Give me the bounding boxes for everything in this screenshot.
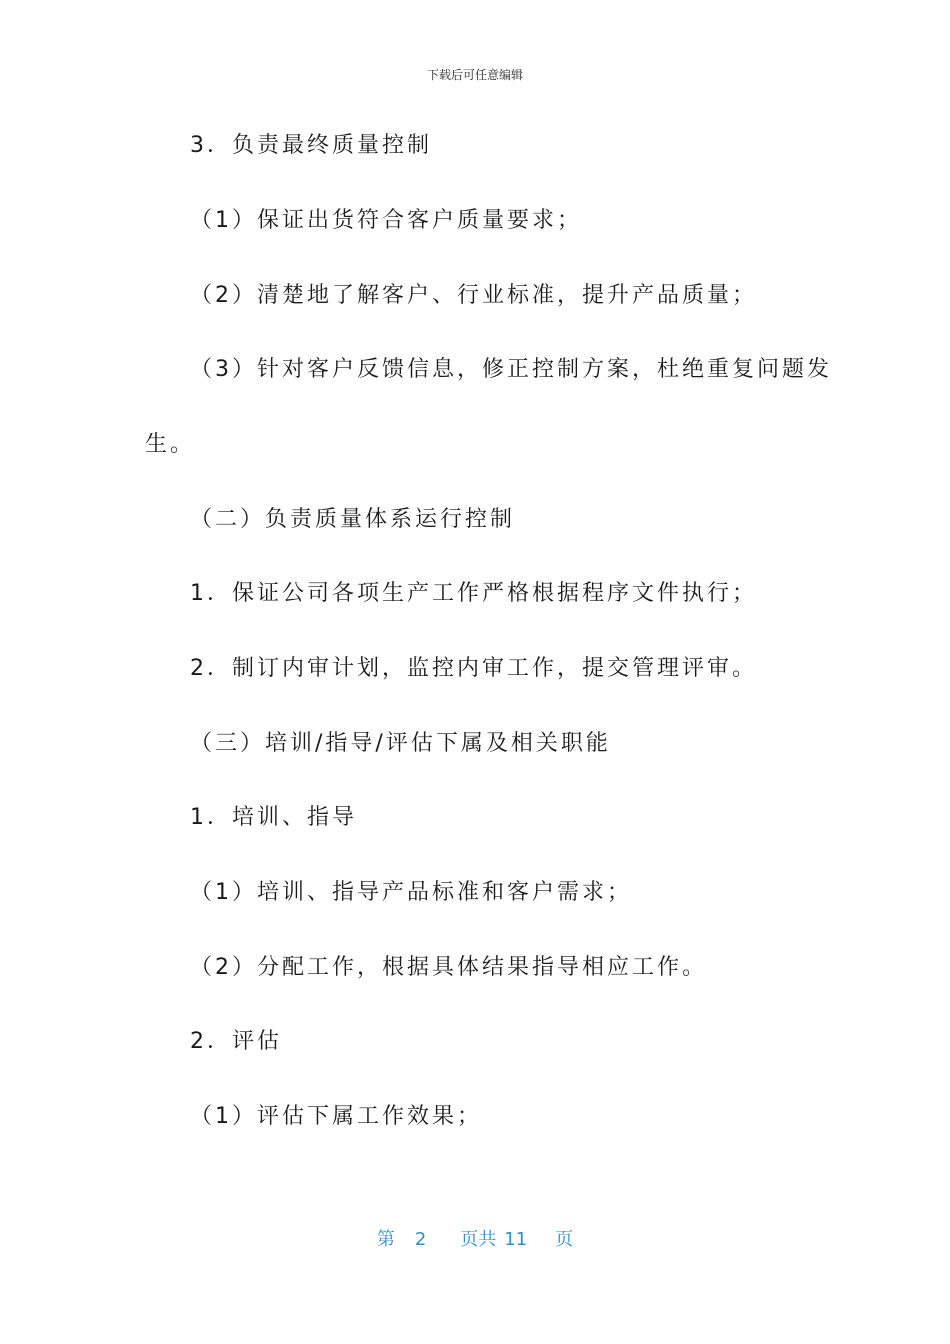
footer-page-number: 2 <box>414 1229 427 1250</box>
page-footer <box>0 1225 950 1251</box>
footer-suffix: 页 <box>555 1229 574 1250</box>
body-line-2: （1）保证出货符合客户质量要求； <box>190 208 582 233</box>
body-line-13: 2．评估 <box>190 1029 282 1054</box>
body-line-12: （2）分配工作，根据具体结果指导相应工作。 <box>190 955 707 980</box>
body-line-5: 生。 <box>145 432 196 457</box>
body-line-4: （3）针对客户反馈信息，修正控制方案，杜绝重复问题发 <box>190 357 832 382</box>
footer-prefix: 第 <box>376 1229 395 1250</box>
header-note: 下载后可任意编辑 <box>426 68 523 82</box>
body-line-6: （二）负责质量体系运行控制 <box>190 507 516 532</box>
body-line-1: 3．负责最终质量控制 <box>190 133 432 158</box>
body-line-8: 2．制订内审计划，监控内审工作，提交管理评审。 <box>190 656 757 681</box>
body-line-10: 1．培训、指导 <box>190 805 357 830</box>
body-line-9: （三）培训/指导/评估下属及相关职能 <box>190 731 611 756</box>
body-line-11: （1）培训、指导产品标准和客户需求； <box>190 880 632 905</box>
body-line-14: （1）评估下属工作效果； <box>190 1104 482 1129</box>
body-line-3: （2）清楚地了解客户、行业标准，提升产品质量； <box>190 283 757 308</box>
body-line-7: 1．保证公司各项生产工作严格根据程序文件执行； <box>190 581 757 606</box>
footer-total-pages: 11 <box>504 1229 528 1250</box>
footer-middle: 页共 <box>460 1229 497 1250</box>
